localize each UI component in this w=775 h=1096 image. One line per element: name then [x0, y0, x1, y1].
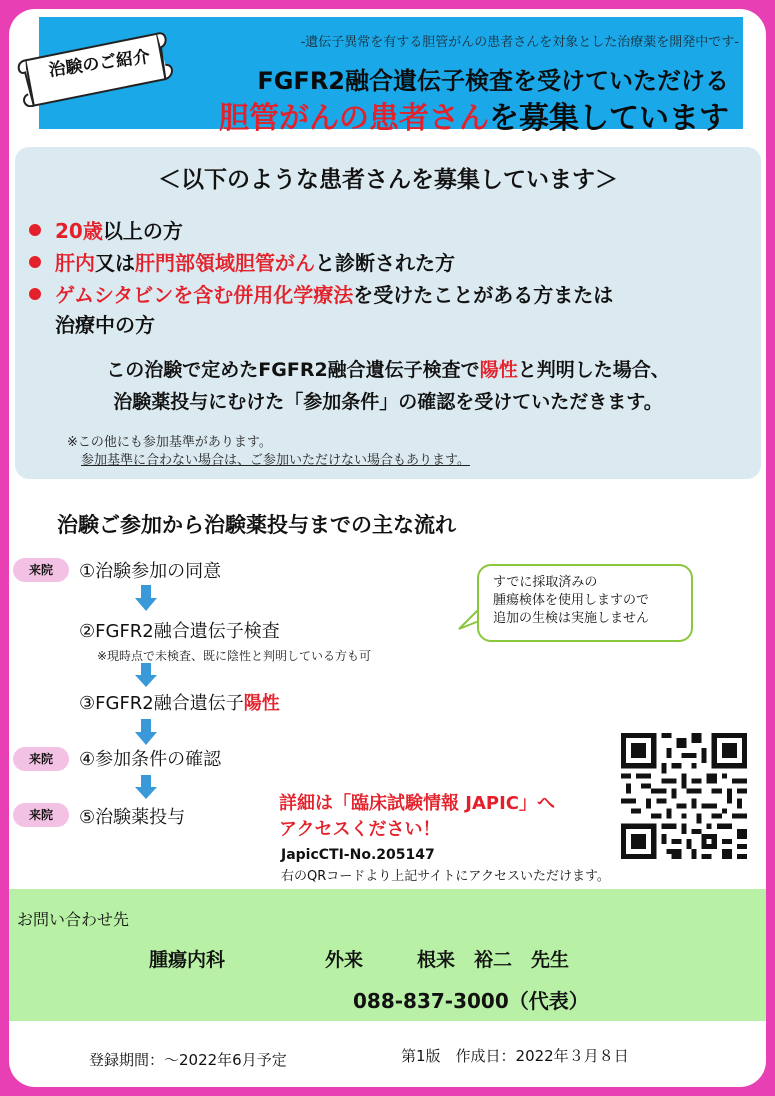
criteria-item-diagnosis: 肝内又は肝門部領域胆管がんと診断された方: [29, 247, 455, 276]
criteria-note2: 参加基準に合わない場合は、ご参加いただけない場合もあります。: [81, 453, 470, 468]
criteria-panel: [15, 147, 761, 479]
flow-step4: ④参加条件の確認: [79, 749, 222, 770]
version-date: 第1版 作成日：2022年３月８日: [401, 1047, 629, 1065]
detail-line2: アクセスください！: [279, 819, 441, 840]
flow-title: 治験ご参加から治験薬投与までの主な流れ: [57, 513, 456, 537]
header-title-red: 胆管がんの患者さん: [219, 101, 489, 136]
header-subtitle: -遺伝子異常を有する胆管がんの患者さんを対象とした治療薬を開発中です-: [300, 35, 739, 50]
detail-line1: 詳細は「臨床試験情報 JAPIC」へ: [279, 793, 555, 814]
criteria-item-age: 20歳以上の方: [29, 215, 183, 244]
qr-note: 右のQRコードより上記サイトにアクセスいただけます。: [281, 869, 610, 884]
contact-doctor: 根来 裕二 先生: [417, 949, 570, 971]
visit-badge: 来院: [13, 747, 69, 771]
flow-step2: ②FGFR2融合遺伝子検査: [79, 621, 280, 642]
japic-number: JapicCTI-No.205147: [281, 847, 435, 863]
arrow-down-icon: [135, 663, 157, 687]
confirm-line2: 治験薬投与にむけた「参加条件」の確認を受けていただきます。: [113, 391, 663, 413]
header-title-line1: FGFR2融合遺伝子検査を受けていただける: [257, 67, 729, 95]
contact-phone[interactable]: 088-837-3000（代表）: [353, 989, 589, 1013]
bubble-text: すでに採取済みの 腫瘍検体を使用しますので 追加の生検は実施しません: [493, 575, 650, 626]
flow-step3: ③FGFR2融合遺伝子陽性: [79, 693, 280, 714]
criteria-item-therapy: ゲムシタビンを含む併用化学療法を受けたことがある方または: [29, 279, 613, 308]
trial-intro-tag: 治験のご紹介: [47, 46, 152, 81]
flow-step1: ①治験参加の同意: [79, 561, 222, 582]
bullet-dot-icon: [29, 224, 41, 236]
flow-step5: ⑤治験薬投与: [79, 807, 186, 828]
criteria-heading: ＜以下のような患者さんを募集しています＞: [158, 167, 618, 193]
biopsy-note-bubble: [477, 564, 693, 642]
arrow-down-icon: [135, 585, 157, 611]
qr-code-icon[interactable]: [621, 733, 747, 859]
registration-period: 登録期間：～2022年6月予定: [89, 1051, 287, 1069]
contact-title: お問い合わせ先: [17, 910, 130, 929]
contact-department: 腫瘍内科: [149, 949, 226, 971]
criteria-item-therapy-cont: 治療中の方: [55, 313, 155, 337]
contact-clinic: 外来: [325, 949, 364, 971]
visit-badge: 来院: [13, 558, 69, 582]
bullet-dot-icon: [29, 256, 41, 268]
header-title-rest: を募集しています: [489, 101, 729, 136]
contact-panel: [9, 889, 766, 1021]
criteria-note1: ※この他にも参加基準があります。: [67, 435, 272, 450]
flyer: [9, 9, 766, 1087]
visit-badge: 来院: [13, 803, 69, 827]
header-title-line2: [129, 93, 729, 137]
confirm-line1: この治験で定めたFGFR2融合遺伝子検査で陽性と判明した場合、: [106, 359, 670, 381]
flow-step2-note: ※現時点で未検査、既に陰性と判明している方も可: [97, 649, 372, 663]
arrow-down-icon: [135, 719, 157, 745]
bullet-dot-icon: [29, 288, 41, 300]
arrow-down-icon: [135, 775, 157, 799]
